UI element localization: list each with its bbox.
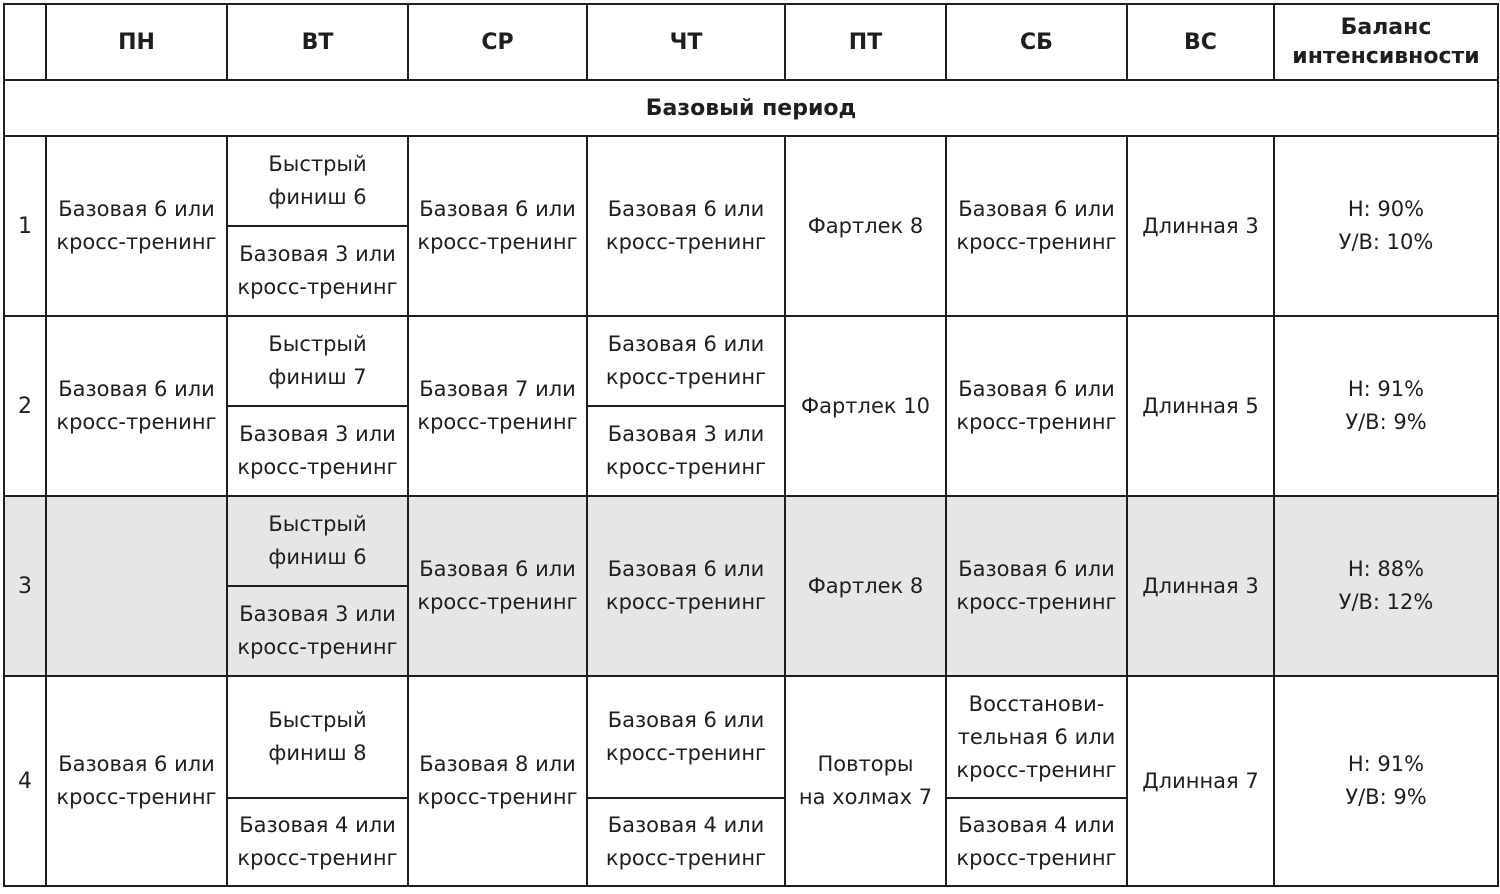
sat-bottom-cell: Базовая 4 или кросс-тренинг xyxy=(946,798,1127,886)
tue-top-cell: Быстрый финиш 6 xyxy=(227,136,408,226)
header-row xyxy=(4,4,1498,80)
tue-bottom-cell: Базовая 4 или кросс-тренинг xyxy=(227,798,408,886)
thu-bottom-cell: Базовая 4 или кросс-тренинг xyxy=(587,798,785,886)
mon-cell: Базовая 6 или кросс-тренинг xyxy=(46,676,227,886)
week-number: 3 xyxy=(4,496,46,676)
thu-cell: Базовая 6 или кросс-тренинг xyxy=(587,496,785,676)
header-day-thu: ЧТ xyxy=(587,4,785,80)
sat-cell: Базовая 6 или кросс-тренинг xyxy=(946,136,1127,316)
tue-top-cell: Быстрый финиш 7 xyxy=(227,316,408,406)
sun-cell: Длинная 3 xyxy=(1127,136,1274,316)
thu-bottom-cell: Базовая 3 или кросс-тренинг xyxy=(587,406,785,496)
week-row xyxy=(4,316,1498,406)
period-row xyxy=(4,80,1498,136)
header-day-sun: ВС xyxy=(1127,4,1274,80)
wed-cell: Базовая 6 или кросс-тренинг xyxy=(408,496,587,676)
training-plan xyxy=(3,3,1499,887)
mon-cell: Базовая 6 или кросс-тренинг xyxy=(46,316,227,496)
fri-cell: Фартлек 10 xyxy=(785,316,946,496)
thu-top-cell: Базовая 6 или кросс-тренинг xyxy=(587,316,785,406)
header-day-mon: ПН xyxy=(46,4,227,80)
header-day-fri: ПТ xyxy=(785,4,946,80)
training-table xyxy=(3,3,1499,887)
fri-cell: Повторы на холмах 7 xyxy=(785,676,946,886)
week-row xyxy=(4,496,1498,586)
week-number: 4 xyxy=(4,676,46,886)
fri-cell: Фартлек 8 xyxy=(785,136,946,316)
sat-top-cell: Восстанови- тельная 6 или кросс-тренинг xyxy=(946,676,1127,798)
wed-cell: Базовая 6 или кросс-тренинг xyxy=(408,136,587,316)
balance-cell: Н: 91% У/В: 9% xyxy=(1274,676,1498,886)
week-row xyxy=(4,676,1498,798)
tue-bottom-cell: Базовая 3 или кросс-тренинг xyxy=(227,406,408,496)
header-day-tue: ВТ xyxy=(227,4,408,80)
tue-top-cell: Быстрый финиш 8 xyxy=(227,676,408,798)
period-title: Базовый период xyxy=(4,80,1498,136)
tue-bottom-cell: Базовая 3 или кросс-тренинг xyxy=(227,226,408,316)
header-day-wed: СР xyxy=(408,4,587,80)
header-corner xyxy=(4,4,46,80)
header-day-sat: СБ xyxy=(946,4,1127,80)
wed-cell: Базовая 7 или кросс-тренинг xyxy=(408,316,587,496)
balance-cell: Н: 90% У/В: 10% xyxy=(1274,136,1498,316)
week-number: 1 xyxy=(4,136,46,316)
sun-cell: Длинная 5 xyxy=(1127,316,1274,496)
balance-cell: Н: 88% У/В: 12% xyxy=(1274,496,1498,676)
fri-cell: Фартлек 8 xyxy=(785,496,946,676)
thu-top-cell: Базовая 6 или кросс-тренинг xyxy=(587,676,785,798)
header-balance: Баланс интенсивности xyxy=(1274,4,1498,80)
week-number: 2 xyxy=(4,316,46,496)
sat-cell: Базовая 6 или кросс-тренинг xyxy=(946,316,1127,496)
balance-cell: Н: 91% У/В: 9% xyxy=(1274,316,1498,496)
mon-cell: Базовая 6 или кросс-тренинг xyxy=(46,136,227,316)
sat-cell: Базовая 6 или кросс-тренинг xyxy=(946,496,1127,676)
sun-cell: Длинная 7 xyxy=(1127,676,1274,886)
wed-cell: Базовая 8 или кросс-тренинг xyxy=(408,676,587,886)
tue-bottom-cell: Базовая 3 или кросс-тренинг xyxy=(227,586,408,676)
tue-top-cell: Быстрый финиш 6 xyxy=(227,496,408,586)
week-row xyxy=(4,136,1498,226)
sun-cell: Длинная 3 xyxy=(1127,496,1274,676)
mon-cell xyxy=(46,496,227,676)
thu-cell: Базовая 6 или кросс-тренинг xyxy=(587,136,785,316)
